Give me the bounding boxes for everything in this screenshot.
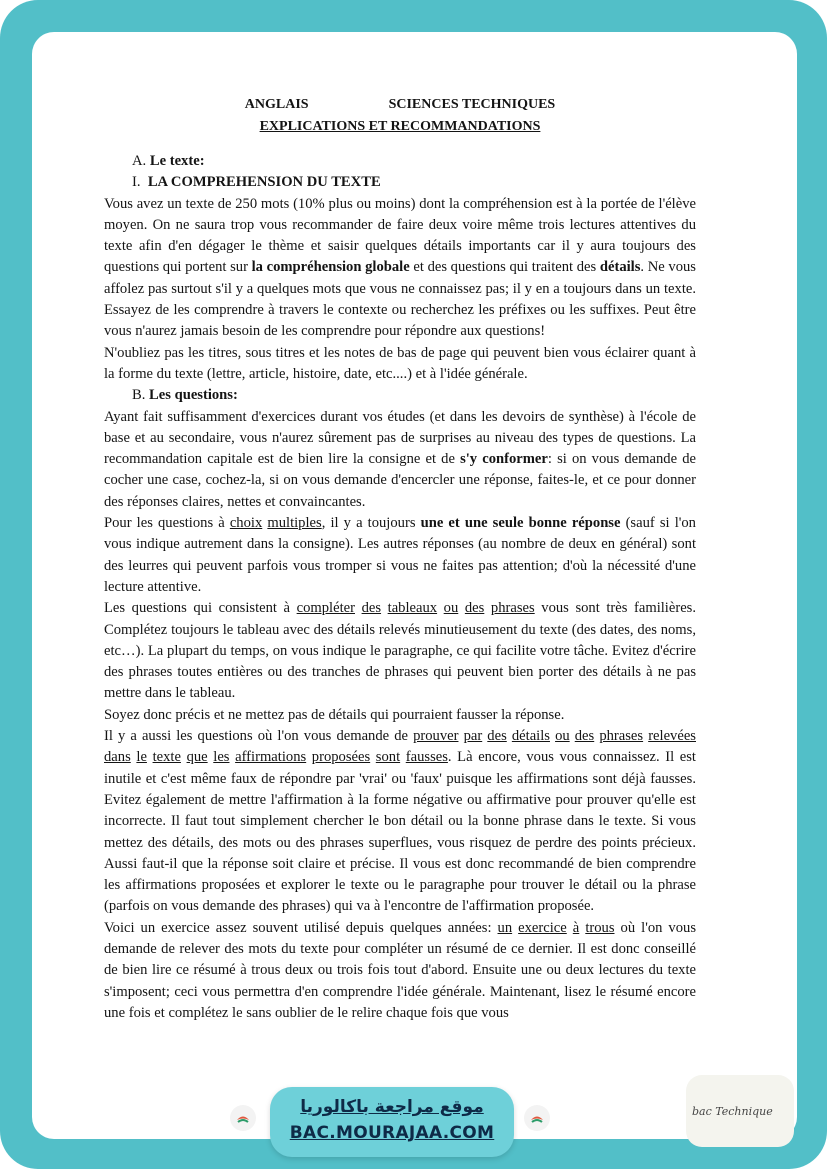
site-url[interactable]: BAC.MOURAJAA.COM: [289, 1123, 495, 1143]
paragraph-multiple-choice: Pour les questions à choix multiples, il y a toujours une et une seule bonne réponse (sauf si l'on vous indique autrement dans la consigne). Les autres réponses (au nombre de deux en général) sont des leurres qui peuvent parfois vous tromper si vous ne faites pas attention; d'où la nécessité d'une lecture attentive.: [104, 515, 696, 595]
site-badge[interactable]: [270, 1087, 514, 1157]
paragraph-questions: Ayant fait suffisamment d'exercices durant vos études (et dans les devoirs de synthèse) à l'école de base et au secondaire, vous n'aurez sûrement pas de surprises au niveau des types de questions. La recommandation capitale est de bien lire la consigne et de s'y conformer: si on vous demande de cocher une case, cochez-la, si on vous demande d'encercler une réponse, faites-le, et ce pour donner des réponses claires, nettes et convaincantes.: [104, 408, 696, 510]
site-arabic-name: موقع مراجعة باكالوريا: [300, 1097, 484, 1117]
paragraph-gap-fill: Voici un exercice assez souvent utilisé depuis quelques années: un exercice à trous où l'on vous demande de relever des mots du texte pour compléter un résumé de ce dernier. Il est donc conseillé de bien lire ce résumé à trous deux ou trois fois tout d'abord. Ensuite une ou deux lectures du texte s'imposent; ceci vous permettra d'en comprendre l'idée générale. Maintenant, lisez le résumé encore une fois et complétez le sans oublier de le relire chaque fois que vous: [104, 919, 697, 1021]
section-b-heading: B. Les questions:: [132, 387, 238, 404]
section-i-heading: I. LA COMPREHENSION DU TEXTE: [132, 174, 381, 191]
bac-technique-stamp: bac Technique: [686, 1075, 794, 1147]
left-logo-icon: [230, 1105, 256, 1131]
paragraph-false-statements: Il y a aussi les questions où l'on vous demande de prouver par des détails ou des phrases relevées dans le texte que les affirmations proposées sont fausses. Là encore, vous vous connaissez. Il est inutile et c'est même faux de répondre par 'vrai' ou 'faux' puisque les affirmations sont déjà fausses. Evitez également de mettre l'affirmation à la forme négative ou affirmative pour prouver qu'elle est incorrecte. Il faut tout simplement chercher le bon détail ou la bonne phrase dans le texte. Si vous mettez des détails, des mots ou des phrases superflues, vous risquez de perdre des points précieux. Aussi faut-il que la réponse soit claire et précise. Il vous est donc recommandé de bien comprendre les affirmations proposées et explorer le texte ou le paragraphe pour trouver le détail ou la phrase (parfois on vous demande des phrases) qui va à l'encontre de l'affirmation proposée.: [104, 728, 696, 915]
paragraph-titles: N'oubliez pas les titres, sous titres et les notes de bas de page qui peuvent bien vous éclairer quant à la forme du texte (lettre, article, histoire, date, etc....) et à l'idée générale.: [104, 344, 696, 382]
right-logo-icon: [524, 1105, 550, 1131]
subject-label: ANGLAIS: [244, 97, 309, 112]
document-header: [104, 94, 696, 137]
branch-label: SCIENCES TECHNIQUES: [388, 97, 556, 112]
document-title: EXPLICATIONS ET RECOMMANDATIONS: [259, 118, 541, 134]
section-a-heading: A. Le texte:: [132, 153, 205, 169]
paragraph-tables: Les questions qui consistent à compléter des tableaux ou des phrases vous sont très familières. Complétez toujours le tableau avec des détails relevés minutieusement du texte (des dates, des noms, etc…). La plupart du temps, on vous indique le paragraphe, ce qui facilite votre tâche. Evitez d'écrire des phrases toutes entières ou des tranches de phrases qui peuvent bien porter des détails à ne pas mettre dans le tableau.: [104, 600, 697, 702]
document-body: [104, 94, 696, 1024]
paragraph-comprehension: Vous avez un texte de 250 mots (10% plus ou moins) dont la compréhension est à la portée de l'élève moyen. On ne saura trop vous recommander de faire deux voire même trois lectures attentives du texte afin d'en dégager le thème et saisir quelques détails importants car il y aura toujours des questions qui portent sur la compréhension globale et des questions qui traitent des détails. Ne vous affolez pas surtout s'il y a quelques mots que vous ne connaissez pas; il y en a toujours dans un texte. Essayez de les comprendre à travers le contexte ou recherchez les préfixes ou les suffixes. Peut être vous n'aurez jamais besoin de les comprendre pour répondre aux questions!: [104, 195, 696, 340]
paragraph-precision: Soyez donc précis et ne mettez pas de détails qui pourraient fausser la réponse.: [104, 706, 565, 723]
